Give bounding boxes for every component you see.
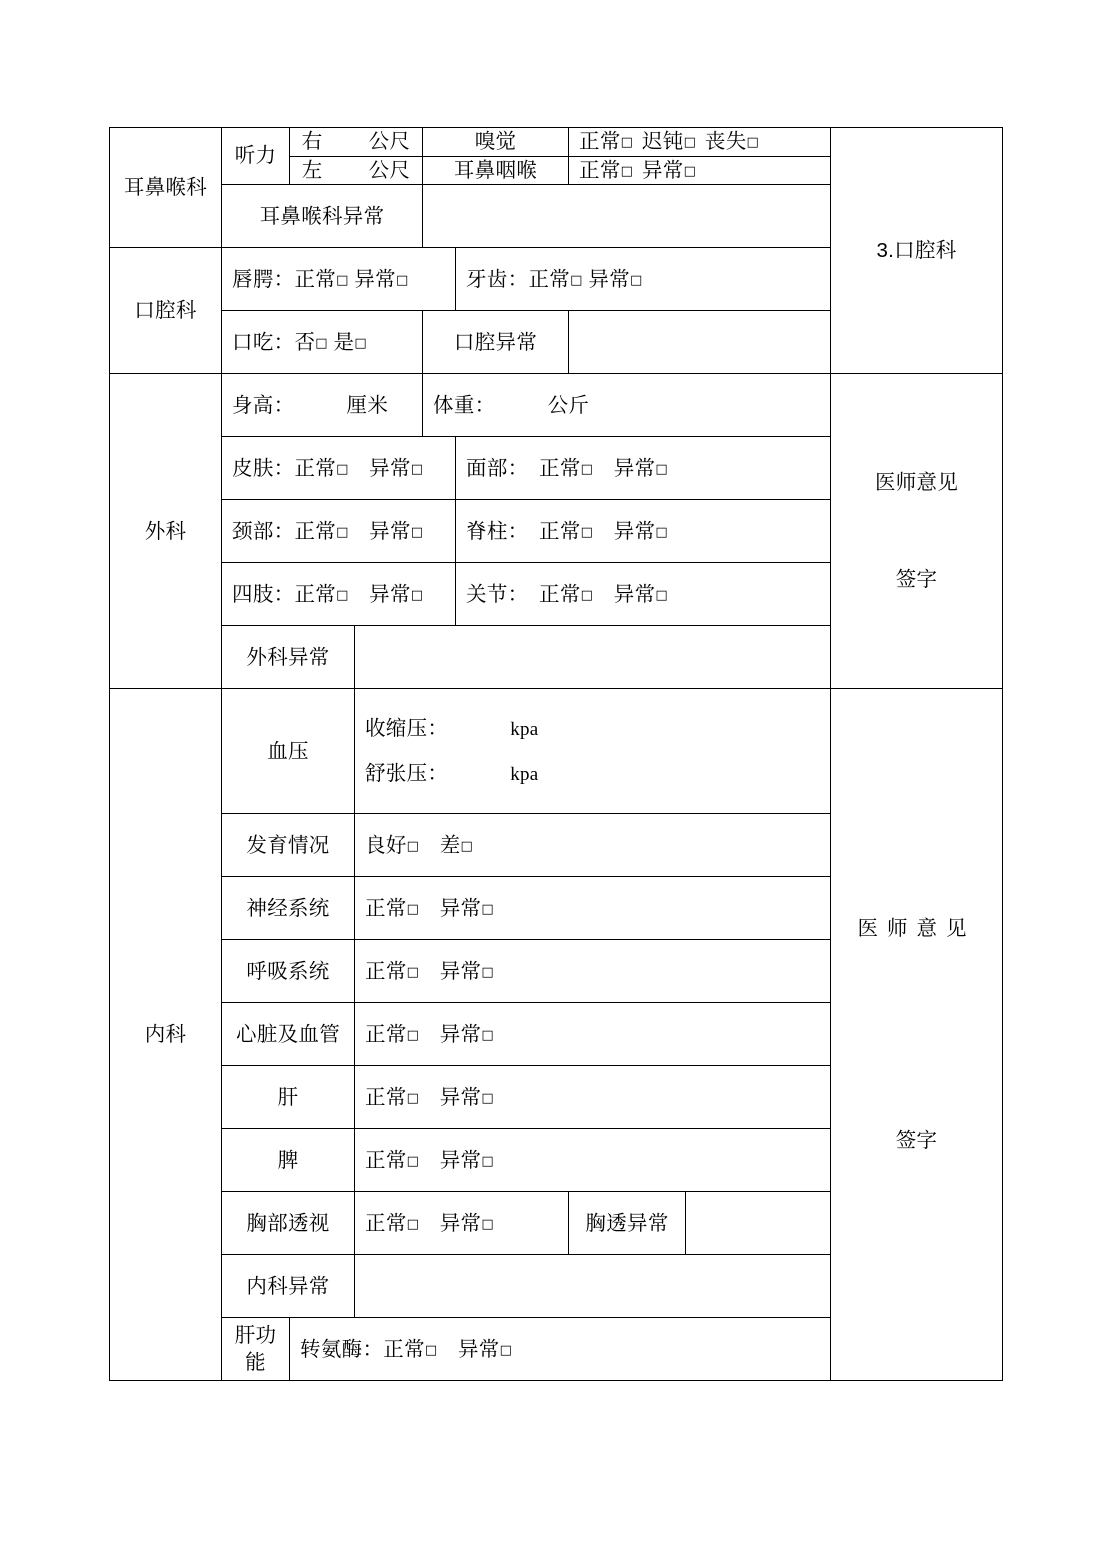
internal-doctor-panel: [831, 689, 1003, 1381]
checkbox-glyph[interactable]: □: [746, 135, 759, 150]
skin-field[interactable]: 皮肤：正常□ 异常□: [222, 437, 456, 500]
checkbox-glyph[interactable]: □: [410, 587, 424, 603]
throat-option-abnormal[interactable]: 异常□: [641, 158, 696, 182]
checkbox-glyph[interactable]: □: [336, 272, 349, 288]
neck-field[interactable]: 颈部：正常□ 异常□: [222, 500, 456, 563]
checkbox-glyph[interactable]: □: [499, 1342, 512, 1358]
development-label: 发育情况: [222, 814, 355, 877]
dept-label-ent: 耳鼻喉科: [110, 128, 222, 248]
checkbox-glyph[interactable]: □: [406, 964, 419, 980]
checkbox-glyph[interactable]: □: [481, 901, 494, 917]
checkbox-glyph[interactable]: □: [336, 587, 349, 603]
checkbox-glyph[interactable]: □: [620, 135, 633, 150]
checkbox-glyph[interactable]: □: [481, 1153, 494, 1169]
transaminase-field[interactable]: 转氨酶：正常□ 异常□: [290, 1318, 1003, 1381]
checkbox-glyph[interactable]: □: [655, 587, 668, 603]
dept-label-internal: 内科: [110, 689, 222, 1381]
checkbox-glyph[interactable]: □: [410, 524, 424, 540]
dept-label-surgery: 外科: [110, 374, 222, 689]
weight-field[interactable]: 体重： 公斤: [423, 374, 831, 437]
right-ear-unit-label: 公尺: [368, 130, 411, 153]
checkbox-glyph[interactable]: □: [570, 272, 583, 288]
hearing-label: 听力: [222, 128, 290, 185]
teeth-field[interactable]: 牙齿：正常□ 异常□: [456, 248, 831, 311]
left-ear-field[interactable]: [290, 156, 423, 185]
surgery-abnormal-value[interactable]: [355, 626, 831, 689]
medical-exam-table: [109, 127, 1003, 1381]
table-row-ent-abnormal: [110, 185, 1003, 248]
surgery-signature-label: 签字: [895, 568, 938, 592]
respiratory-system-value[interactable]: 正常□ 异常□: [355, 940, 831, 1003]
blood-pressure-fields[interactable]: [355, 689, 831, 814]
left-ear-unit-label: 公尺: [368, 158, 411, 182]
systolic-unit: kpa: [510, 718, 539, 740]
checkbox-glyph[interactable]: □: [580, 587, 593, 603]
right-panel-oral-dept: 3.口腔科: [831, 128, 1003, 374]
liver-value[interactable]: 正常□ 异常□: [355, 1066, 831, 1129]
checkbox-glyph[interactable]: □: [580, 524, 593, 540]
development-value[interactable]: 良好□ 差□: [355, 814, 831, 877]
table-row-ent-right-ear: [110, 128, 1003, 157]
ent-throat-label: 耳鼻咽喉: [423, 156, 569, 185]
liver-label: 肝: [222, 1066, 355, 1129]
checkbox-glyph[interactable]: □: [395, 272, 409, 288]
checkbox-glyph[interactable]: □: [410, 461, 424, 477]
checkbox-glyph[interactable]: □: [620, 163, 633, 179]
spine-field[interactable]: 脊柱： 正常□ 异常□: [456, 500, 831, 563]
checkbox-glyph[interactable]: □: [460, 838, 473, 854]
checkbox-glyph[interactable]: □: [655, 524, 668, 540]
surgery-doctor-panel: [831, 374, 1003, 689]
height-field[interactable]: 身高： 厘米: [222, 374, 423, 437]
right-ear-field[interactable]: [290, 128, 423, 157]
left-ear-side-label: 左: [301, 158, 323, 182]
smell-options[interactable]: [569, 128, 831, 157]
checkbox-glyph[interactable]: □: [406, 1216, 419, 1232]
table-row-surgery-height-weight: [110, 374, 1003, 437]
checkbox-glyph[interactable]: □: [481, 964, 494, 980]
checkbox-glyph[interactable]: □: [655, 461, 668, 477]
checkbox-glyph[interactable]: □: [481, 1090, 494, 1106]
checkbox-glyph[interactable]: □: [354, 335, 367, 351]
checkbox-glyph[interactable]: □: [336, 524, 349, 540]
systolic-field[interactable]: [365, 706, 820, 752]
chest-fluoroscopy-label: 胸部透视: [222, 1192, 355, 1255]
checkbox-glyph[interactable]: □: [683, 163, 696, 179]
checkbox-glyph[interactable]: □: [406, 1090, 419, 1106]
internal-abnormal-value[interactable]: [355, 1255, 831, 1318]
limbs-field[interactable]: 四肢：正常□ 异常□: [222, 563, 456, 626]
checkbox-glyph[interactable]: □: [336, 461, 349, 477]
oral-abnormal-label: 口腔异常: [423, 311, 569, 374]
dept-label-oral: 口腔科: [110, 248, 222, 374]
table-row-internal-blood-pressure: [110, 689, 1003, 814]
table-row-liver-function: [110, 1318, 1003, 1381]
dept-label-liver-function: 肝功能: [222, 1318, 290, 1381]
surgery-doctor-opinion-label: 医师意见: [874, 470, 959, 494]
diastolic-unit: kpa: [510, 764, 539, 786]
face-field[interactable]: 面部： 正常□ 异常□: [456, 437, 831, 500]
joints-field[interactable]: 关节： 正常□ 异常□: [456, 563, 831, 626]
internal-signature-label: 签字: [895, 1129, 938, 1153]
checkbox-glyph[interactable]: □: [424, 1342, 438, 1358]
checkbox-glyph[interactable]: □: [406, 1153, 419, 1169]
stutter-field[interactable]: 口吃：否□ 是□: [222, 311, 423, 374]
checkbox-glyph[interactable]: □: [630, 272, 643, 288]
smell-option-dull[interactable]: 迟钝□: [641, 130, 696, 153]
chest-fluoroscopy-value[interactable]: 正常□ 异常□: [355, 1192, 569, 1255]
smell-option-normal[interactable]: 正常□: [579, 130, 633, 153]
blood-pressure-label: 血压: [222, 689, 355, 814]
checkbox-glyph[interactable]: □: [683, 135, 696, 150]
checkbox-glyph[interactable]: □: [481, 1027, 494, 1043]
heart-vessels-value[interactable]: 正常□ 异常□: [355, 1003, 831, 1066]
ent-abnormal-label: 耳鼻喉科异常: [222, 185, 423, 248]
checkbox-glyph[interactable]: □: [481, 1216, 494, 1232]
respiratory-system-label: 呼吸系统: [222, 940, 355, 1003]
lip-palate-field[interactable]: 唇腭：正常□ 异常□: [222, 248, 456, 311]
spleen-value[interactable]: 正常□ 异常□: [355, 1129, 831, 1192]
diastolic-field[interactable]: [365, 751, 820, 797]
internal-doctor-opinion-label: 医师意见: [857, 916, 976, 940]
checkbox-glyph[interactable]: □: [315, 335, 328, 351]
nervous-system-value[interactable]: 正常□ 异常□: [355, 877, 831, 940]
heart-vessels-label: 心脏及血管: [222, 1003, 355, 1066]
checkbox-glyph[interactable]: □: [406, 1027, 419, 1043]
checkbox-glyph[interactable]: □: [580, 461, 593, 477]
internal-abnormal-label: 内科异常: [222, 1255, 355, 1318]
chest-abnormal-value[interactable]: [686, 1192, 831, 1255]
surgery-abnormal-label: 外科异常: [222, 626, 355, 689]
diastolic-label: 舒张压：: [365, 762, 449, 786]
right-ear-side-label: 右: [301, 130, 323, 153]
systolic-label: 收缩压：: [365, 716, 449, 740]
spleen-label: 脾: [222, 1129, 355, 1192]
smell-label: 嗅觉: [423, 128, 569, 157]
checkbox-glyph[interactable]: □: [406, 838, 419, 854]
exam-form-sheet: [109, 127, 1002, 1381]
checkbox-glyph[interactable]: □: [406, 901, 419, 917]
nervous-system-label: 神经系统: [222, 877, 355, 940]
chest-abnormal-label: 胸透异常: [569, 1192, 686, 1255]
oral-abnormal-value[interactable]: [569, 311, 831, 374]
ent-throat-options[interactable]: [569, 156, 831, 185]
smell-option-loss[interactable]: 丧失□: [704, 130, 759, 153]
throat-option-normal[interactable]: 正常□: [579, 158, 633, 182]
